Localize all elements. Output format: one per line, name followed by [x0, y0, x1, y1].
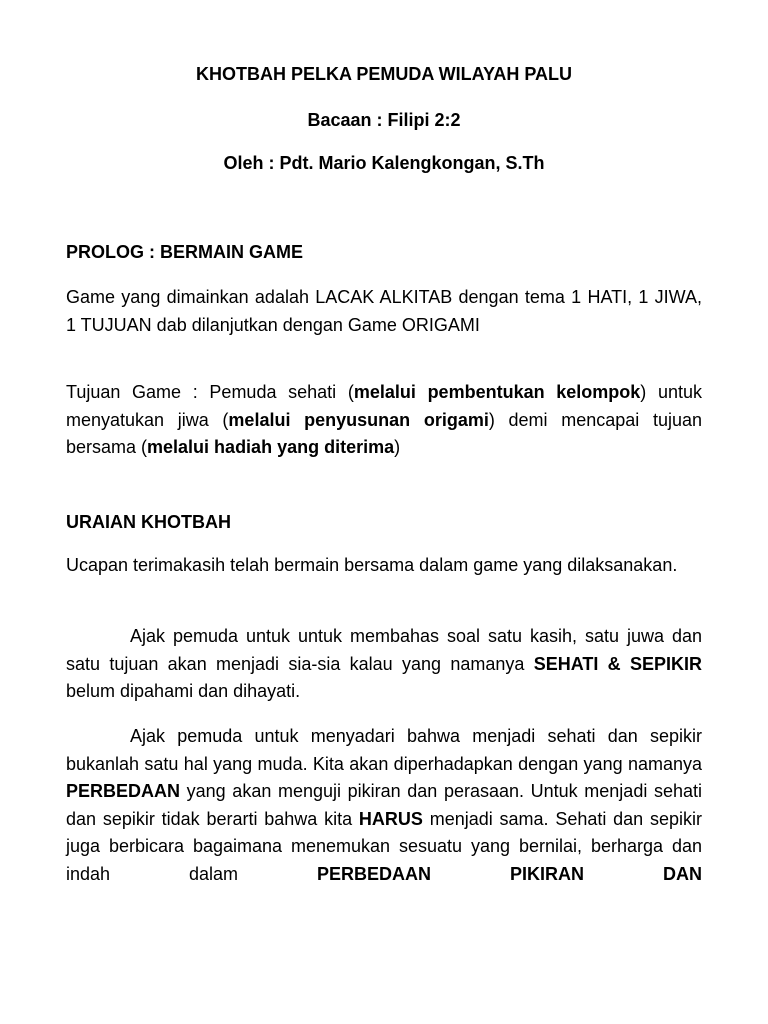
- bold-run: SEHATI & SEPIKIR: [533, 653, 702, 674]
- bold-run: melalui hadiah yang diterima: [147, 437, 395, 457]
- uraian-paragraph-1: Ucapan terimakasih telah bermain bersama dalam game yang dilaksanakan.: [66, 555, 678, 575]
- sermon-author: Oleh : Pdt. Mario Kalengkongan, S.Th: [223, 153, 545, 173]
- prolog-heading: PROLOG : BERMAIN GAME: [66, 242, 303, 262]
- text-run: ) demi mencapai tujuan bersama (: [66, 409, 702, 457]
- bold-run: PERBEDAAN: [66, 781, 181, 801]
- text-run: menjadi sama. Sehati dan sepikir juga berbicara bagaimana menemukan sesuatu yang bernilai, berharga dan indah dalam: [66, 808, 702, 884]
- text-run: Ajak pemuda untuk menyadari bahwa menjadi sehati dan sepikir bukanlah satu hal yang muda. Kita akan diperhadapkan dengan yang namanya: [66, 726, 702, 774]
- text-run: ) untuk menyatukan jiwa (: [66, 382, 703, 430]
- uraian-heading: URAIAN KHOTBAH: [66, 512, 231, 532]
- bold-run: melalui penyusunan origami: [228, 409, 489, 430]
- prolog-paragraph-1: Game yang dimainkan adalah LACAK ALKITAB dengan tema 1 HATI, 1 JIWA, 1 TUJUAN dab dilanjutkan dengan Game ORIGAMI: [66, 287, 702, 335]
- scripture-reading: Bacaan : Filipi 2:2: [307, 110, 461, 130]
- text-run: Ajak pemuda untuk untuk membahas soal satu kasih, satu juwa dan satu tujuan akan menjadi sia-sia kalau yang namanya: [66, 626, 702, 674]
- text-run: yang akan menguji pikiran dan perasaan. Untuk menjadi sehati dan sepikir tidak berarti bahwa kita: [66, 781, 702, 829]
- text-run: ): [394, 437, 401, 457]
- bold-run: melalui pembentukan kelompok: [353, 382, 641, 402]
- uraian-paragraph-3: [66, 723, 702, 888]
- sermon-title: KHOTBAH PELKA PEMUDA WILAYAH PALU: [195, 64, 572, 84]
- uraian-paragraph-2: [66, 623, 702, 706]
- bold-run: HARUS: [358, 808, 423, 829]
- prolog-paragraph-2: [66, 379, 702, 462]
- bold-run: PERBEDAAN PIKIRAN DAN: [317, 863, 702, 884]
- text-run: belum dipahami dan dihayati.: [66, 681, 301, 701]
- text-run: Tujuan Game : Pemuda sehati (: [66, 382, 354, 402]
